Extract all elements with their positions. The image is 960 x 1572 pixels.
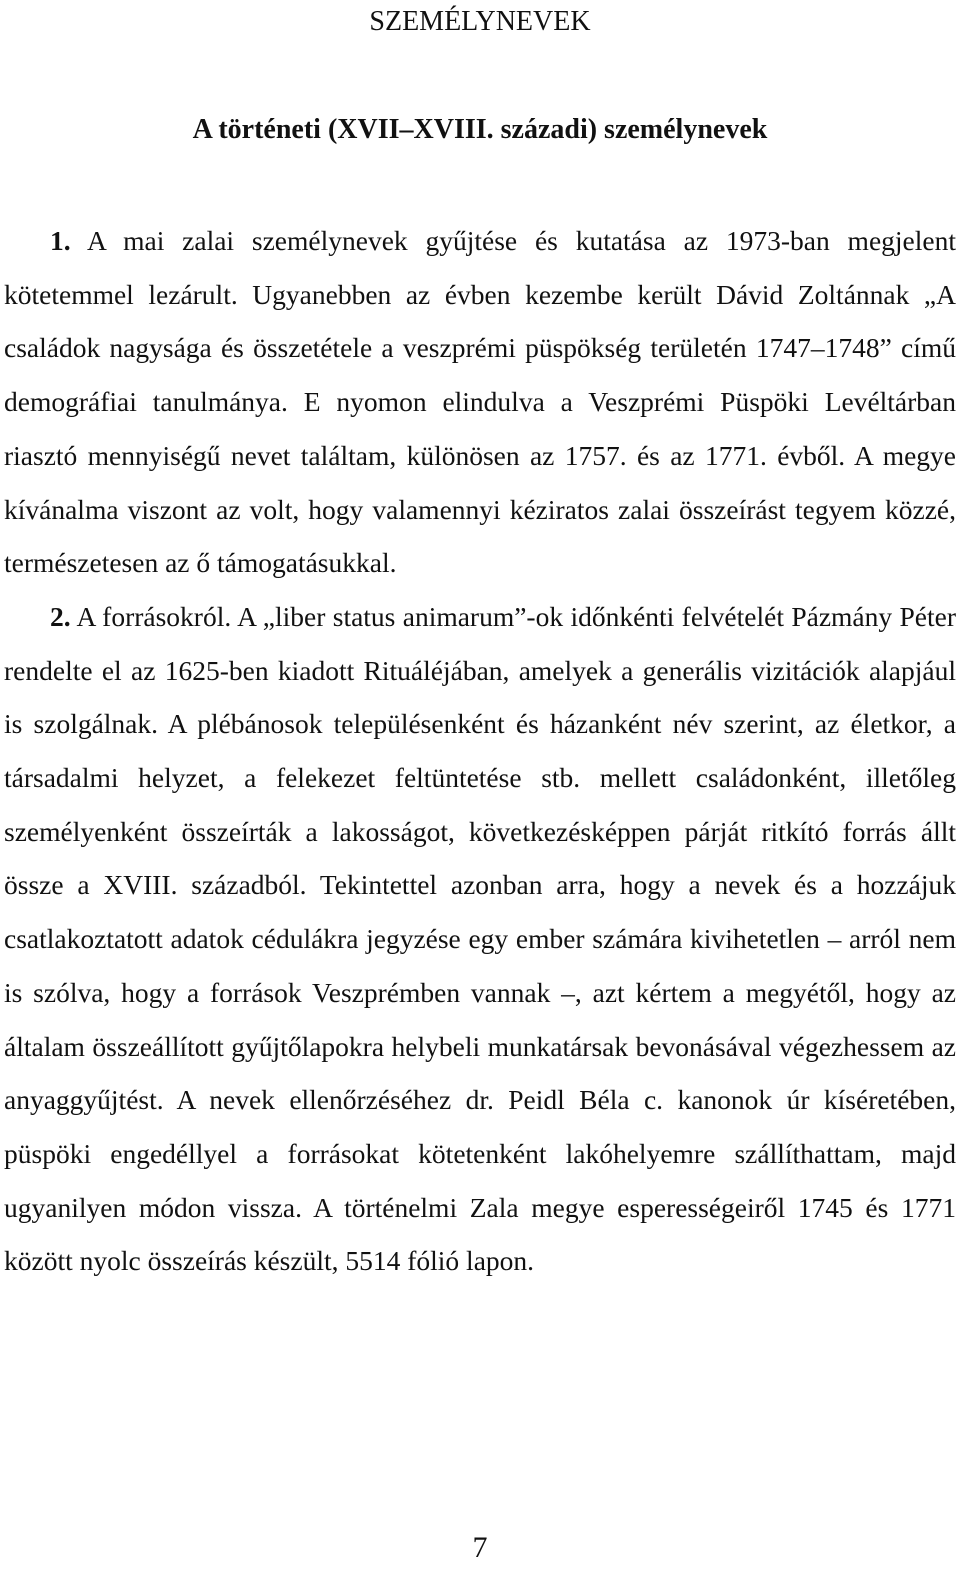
paragraph-2 <box>4 590 956 1288</box>
paragraph-1 <box>4 214 956 590</box>
paragraph-number: 2. <box>50 600 71 632</box>
page-number: 7 <box>472 1531 488 1564</box>
section-title: A történeti (XVII–XVIII. századi) személynevek <box>192 114 768 145</box>
paragraph-lead: A forrásokról. <box>76 600 232 632</box>
paragraph-text: A „liber status animarum”-ok időnkénti felvételét Pázmány Péter rendelte el az 1625-ben kiadott Rituáléjában, amelyek a generális vizitációk alapjául is szolgálnak. A plébánosok településenként és házanként név szerint, az életkor, a társadalmi helyzet, a felekezet feltüntetése stb. mellett családonként, illetőleg személyenként összeírták a lakosságot, következésképpen párját ritkító forrás állt össze a XVIII. századból. Tekintettel azonban arra, hogy a nevek és a hozzájuk csatlakoztatott adatok cédulákra jegyzése egy ember számára kivihetetlen – arról nem is szólva, hogy a források Veszprémben vannak –, azt kértem a megyétől, hogy az általam összeállított gyűjtőlapokra helybeli munkatársak bevonásával végezhessem az anyaggyűjtést. A nevek ellenőrzéséhez dr. Peidl Béla c. kanonok úr kíséretében, püspöki engedéllyel a forrásokat kötetenként lakóhelyemre szállíthattam, majd ugyanilyen módon vissza. A történelmi Zala megye esperességeiről 1745 és 1771 között nyolc összeírás készült, 5514 fólió lapon. <box>4 600 956 1277</box>
running-header: SZEMÉLYNEVEK <box>369 6 591 37</box>
body-text <box>4 214 956 1288</box>
paragraph-text: A mai zalai személynevek gyűjtése és kutatása az 1973-ban megjelent kötetemmel lezárult. Ugyanebben az évben kezembe került Dávid Zoltánnak „A családok nagysága és összetétele a veszprémi püspökség területén 1747–1748” című demográfiai tanulmánya. E nyomon elindulva a Veszprémi Püspöki Levéltárban riasztó mennyiségű nevet találtam, különösen az 1757. és az 1771. évből. A megye kívánalma viszont az volt, hogy valamennyi kéziratos zalai összeírást tegyem közzé, természetesen az ő támogatásukkal. <box>4 225 956 579</box>
paragraph-number: 1. <box>50 225 71 256</box>
